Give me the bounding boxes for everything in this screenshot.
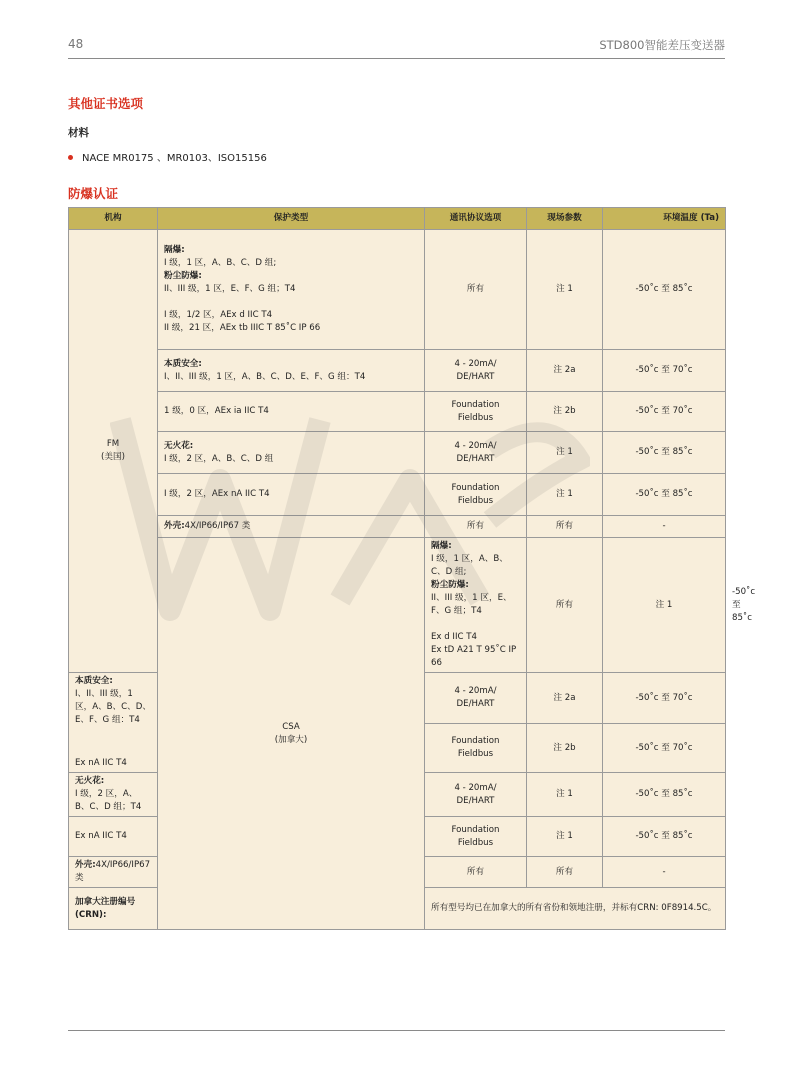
csa-intrinsic: 本质安全: I、II、III 级，1 区，A、B、C、D、E、F、G 组：T4 Ex nA IIC T4 <box>69 673 158 773</box>
table-row: CSA (加拿大) 隔爆: I 级，1 区，A、B、C、D 组; 粉尘防爆: II、III 级，1 区，E、F、G 组；T4 Ex d IIC T4 Ex tD A21 T 95˚C IP 66 所有 注 1 -50˚c 至 85˚c <box>69 538 726 673</box>
org-fm: FM (美国) <box>69 230 158 673</box>
csa-flameproof-comm: 所有 <box>527 538 603 673</box>
csa-nonincendive-comm: 4 - 20mA/ DE/HART <box>425 773 527 817</box>
csa-intrinsic-2-comm: Foundation Fieldbus <box>425 724 527 773</box>
fm-intrinsic-comm: 4 - 20mA/ DE/HART <box>425 350 527 392</box>
csa-intrinsic-2-field: 注 2b <box>527 724 603 773</box>
csa-intrinsic-temp: -50˚c 至 70˚c <box>603 673 726 724</box>
fm-intrinsic-2: 1 级，0 区，AEx ia IIC T4 <box>158 392 425 432</box>
fm-flameproof-comm: 所有 <box>425 230 527 350</box>
csa-flameproof-field: 注 1 <box>603 538 726 673</box>
csa-enclosure-comm: 所有 <box>425 857 527 888</box>
csa-nonincendive-temp: -50˚c 至 85˚c <box>603 773 726 817</box>
fm-enclosure-comm: 所有 <box>425 516 527 538</box>
table-row <box>69 474 726 516</box>
csa-flameproof: 隔爆: I 级，1 区，A、B、C、D 组; 粉尘防爆: II、III 级，1 区，E、F、G 组；T4 Ex d IIC T4 Ex tD A21 T 95˚C IP 66 <box>425 538 527 673</box>
fm-nonincendive-2-field: 注 1 <box>527 474 603 516</box>
section-title-other-certs: 其他证书选项 <box>68 96 144 111</box>
table-row <box>69 350 726 392</box>
org-csa: CSA (加拿大) <box>158 538 425 930</box>
header-temp: 环境温度 (Ta) <box>603 208 726 230</box>
table-row <box>69 432 726 474</box>
fm-enclosure-temp: - <box>603 516 726 538</box>
materials-standards: NACE MR0175 、MR0103、ISO15156 <box>82 153 267 164</box>
csa-enclosure: 外壳:4X/IP66/IP67 类 <box>69 857 158 888</box>
fm-nonincendive-comm: 4 - 20mA/ DE/HART <box>425 432 527 474</box>
section-title-explosion-proof: 防爆认证 <box>68 186 119 201</box>
fm-flameproof-temp: -50˚c 至 85˚c <box>603 230 726 350</box>
fm-intrinsic-2-field: 注 2b <box>527 392 603 432</box>
certification-table <box>68 207 756 930</box>
page-number: 48 <box>68 37 84 51</box>
page-header <box>68 34 725 59</box>
csa-nonincendive-2-comm: Foundation Fieldbus <box>425 817 527 857</box>
table-header-row <box>69 208 726 230</box>
header-protection: 保护类型 <box>158 208 425 230</box>
fm-intrinsic-temp: -50˚c 至 70˚c <box>603 350 726 392</box>
header-org: 机构 <box>69 208 158 230</box>
bullet-icon <box>68 155 73 160</box>
fm-enclosure-field: 所有 <box>527 516 603 538</box>
fm-nonincendive-temp: -50˚c 至 85˚c <box>603 432 726 474</box>
csa-intrinsic-2-temp: -50˚c 至 70˚c <box>603 724 726 773</box>
list-item <box>68 149 267 164</box>
fm-flameproof: 隔爆: I 级，1 区，A、B、C、D 组; 粉尘防爆: II、III 级，1 区，E、F、G 组；T4 I 级，1/2 区，AEx d IIC T4 II 级，21 区，AEx tb IIIC T 85˚C IP 66 <box>158 230 425 350</box>
table-row <box>69 230 726 350</box>
fm-nonincendive-field: 注 1 <box>527 432 603 474</box>
fm-flameproof-field: 注 1 <box>527 230 603 350</box>
header-comm: 通讯协议选项 <box>425 208 527 230</box>
fm-intrinsic-2-temp: -50˚c 至 70˚c <box>603 392 726 432</box>
header-field: 现场参数 <box>527 208 603 230</box>
csa-intrinsic-field: 注 2a <box>527 673 603 724</box>
csa-nonincendive-2-field: 注 1 <box>527 817 603 857</box>
csa-nonincendive-2-temp: -50˚c 至 85˚c <box>603 817 726 857</box>
csa-crn-text: 所有型号均已在加拿大的所有省份和领地注册，并标有CRN: 0F8914.5C。 <box>425 888 726 930</box>
table-row <box>69 516 726 538</box>
csa-nonincendive-field: 注 1 <box>527 773 603 817</box>
csa-enclosure-temp: - <box>603 857 726 888</box>
csa-enclosure-field: 所有 <box>527 857 603 888</box>
footer-divider <box>68 1030 725 1031</box>
csa-nonincendive: 无火花: I 级，2 区，A、B、C、D 组；T4 <box>69 773 158 817</box>
fm-nonincendive-2-temp: -50˚c 至 85˚c <box>603 474 726 516</box>
subsection-title-materials: 材料 <box>68 127 89 139</box>
fm-intrinsic-2-comm: Foundation Fieldbus <box>425 392 527 432</box>
fm-intrinsic-field: 注 2a <box>527 350 603 392</box>
fm-intrinsic: 本质安全: I、II、III 级，1 区，A、B、C、D、E、F、G 组：T4 <box>158 350 425 392</box>
document-title: STD800智能差压变送器 <box>599 38 725 52</box>
fm-enclosure: 外壳:4X/IP66/IP67 类 <box>158 516 425 538</box>
csa-crn-label: 加拿大注册编号 (CRN): <box>69 888 158 930</box>
csa-intrinsic-comm: 4 - 20mA/ DE/HART <box>425 673 527 724</box>
fm-nonincendive-2: I 级，2 区，AEx nA IIC T4 <box>158 474 425 516</box>
table-row <box>69 392 726 432</box>
fm-nonincendive: 无火花: I 级，2 区，A、B、C、D 组 <box>158 432 425 474</box>
fm-nonincendive-2-comm: Foundation Fieldbus <box>425 474 527 516</box>
csa-nonincendive-2: Ex nA IIC T4 <box>69 817 158 857</box>
